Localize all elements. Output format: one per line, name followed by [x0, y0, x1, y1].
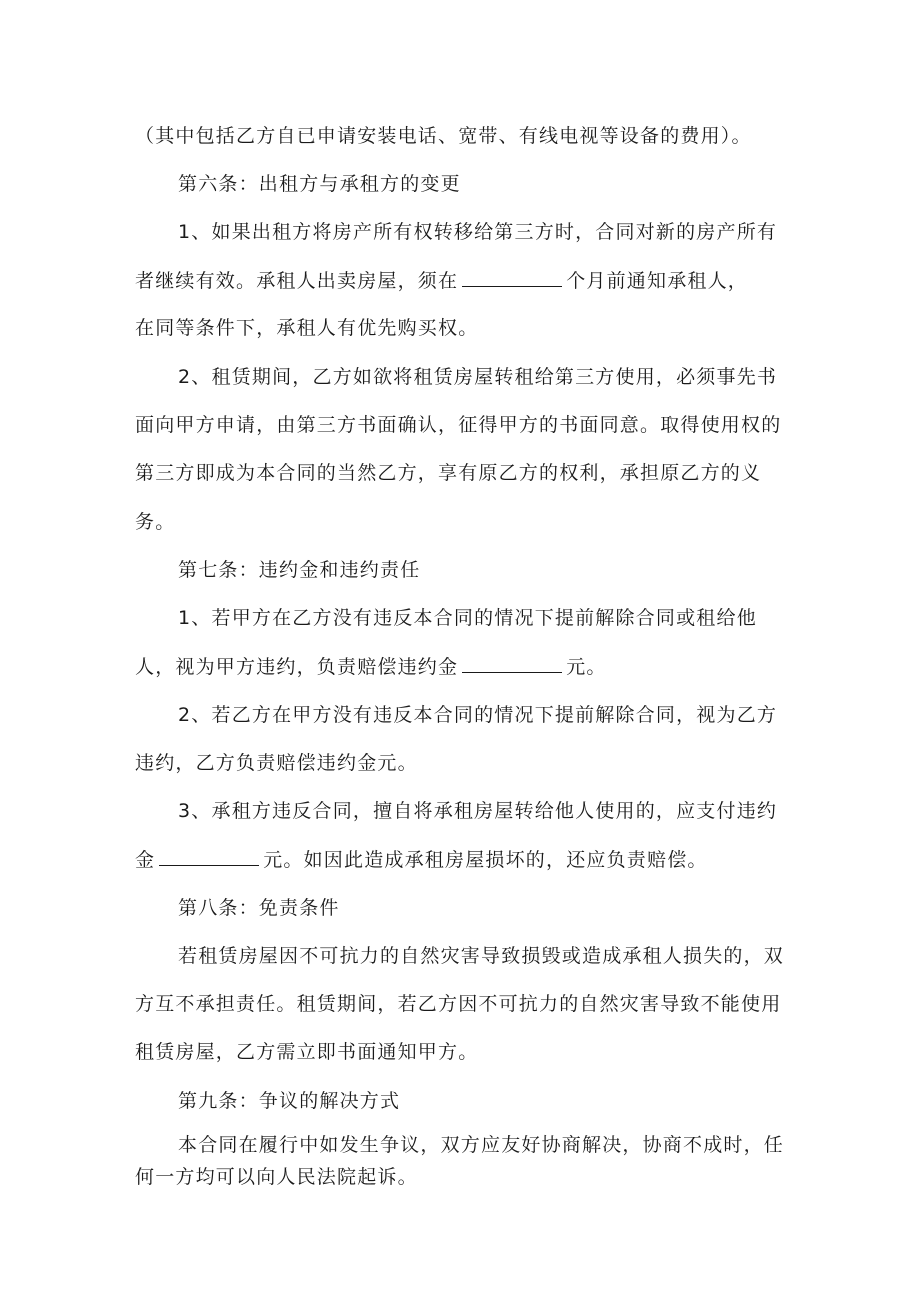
paragraph-line: 本合同在履行中如发生争议，双方应友好协商解决，协商不成时，任 [178, 1134, 785, 1156]
paragraph-line: 3、承租方违反合同，擅自将承租房屋转给他人使用的，应支付违约 [178, 800, 778, 822]
paragraph-line: 2、租赁期间，乙方如欲将租赁房屋转租给第三方使用，必须事先书 [178, 366, 778, 388]
article-9-heading: 第九条：争议的解决方式 [178, 1090, 401, 1112]
paragraph-line: （其中包括乙方自已申请安装电话、宽带、有线电视等设备的费用）。 [135, 125, 752, 147]
fill-in-blank [159, 847, 259, 866]
paragraph-line [135, 654, 607, 679]
text-segment: 金 [135, 849, 156, 871]
paragraph-line: 若租赁房屋因不可抗力的自然灾害导致损毁或造成承租人损失的，双 [178, 945, 785, 967]
fill-in-blank [462, 654, 562, 673]
text-segment: 人，视为甲方违约，负责赔偿违约金 [135, 656, 459, 678]
paragraph-line: 第三方即成为本合同的当然乙方，享有原乙方的权利，承担原乙方的义 [135, 462, 762, 484]
paragraph-line: 1、若甲方在乙方没有违反本合同的情况下提前解除合同或租给他 [178, 607, 757, 629]
article-8-heading: 第八条：免责条件 [178, 897, 340, 919]
paragraph-line: 2、若乙方在甲方没有违反本合同的情况下提前解除合同，视为乙方 [178, 704, 778, 726]
text-segment: 元。 [566, 656, 607, 678]
paragraph-line [135, 847, 708, 872]
paragraph-line: 方互不承担责任。租赁期间，若乙方因不可抗力的自然灾害导致不能使用 [135, 993, 782, 1015]
text-segment: 个月前通知承租人， [566, 270, 749, 292]
paragraph-line: 1、如果出租方将房产所有权转移给第三方时，合同对新的房产所有 [178, 221, 778, 243]
paragraph-line: 在同等条件下，承租人有优先购买权。 [135, 317, 479, 339]
paragraph-line: 面向甲方申请，由第三方书面确认，征得甲方的书面同意。取得使用权的 [135, 414, 782, 436]
paragraph-line [135, 268, 748, 293]
article-7-heading: 第七条：违约金和违约责任 [178, 559, 421, 581]
paragraph-line: 务。 [135, 511, 176, 533]
paragraph-line: 违约，乙方负责赔偿违约金元。 [135, 752, 418, 774]
paragraph-line: 何一方均可以向人民法院起诉。 [135, 1166, 418, 1188]
text-segment: 者继续有效。承租人出卖房屋，须在 [135, 270, 459, 292]
fill-in-blank [462, 268, 562, 287]
paragraph-line: 租赁房屋，乙方需立即书面通知甲方。 [135, 1041, 479, 1063]
text-segment: 元。如因此造成承租房屋损坏的，还应负责赔偿。 [263, 849, 708, 871]
article-6-heading: 第六条：出租方与承租方的变更 [178, 173, 461, 195]
